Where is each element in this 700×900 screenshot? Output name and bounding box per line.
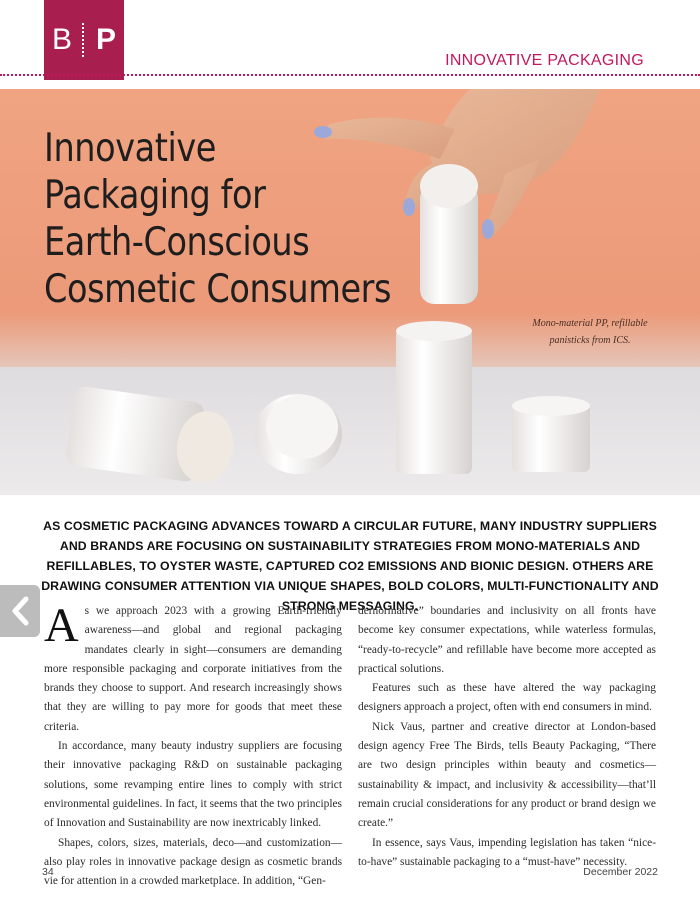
drop-cap: A: [44, 599, 79, 652]
stick-lying: [65, 385, 238, 486]
fingernail-3: [482, 219, 494, 239]
title-line: Cosmetic Consumers: [44, 267, 392, 312]
chevron-left-icon: [10, 596, 30, 626]
stick-cap: [254, 394, 342, 474]
body-paragraph: Shapes, colors, sizes, materials, deco—and customization—also play roles in innovative package design as cosmetic brands vie for attention in a crowded marketplace. In addition, “Gen-: [44, 836, 342, 888]
logo-divider: [82, 23, 84, 57]
article-deck: AS COSMETIC PACKAGING ADVANCES TOWARD A CIRCULAR FUTURE, MANY INDUSTRY SUPPLIERS AND BRANDS ARE FOCUSING ON SUSTAINABILITY STRATEGIES FROM MONO-MATERIALS AND REFILLABLES, TO OYSTER WASTE, CAPTURED CO2 EMISSIONS AND BIONIC DESIGN. OTHERS ARE DRAWING CONSUMER ATTENTION VIA UNIQUE SHAPES, BOLD COLORS, MULTI-FUNCTIONALITY AND STRONG MESSAGING.: [41, 519, 659, 613]
stick-base: [396, 329, 472, 474]
article-title: [44, 125, 391, 313]
body-paragraph: Features such as these have altered the way packaging designers approach a project, often with end consumers in mind.: [358, 682, 656, 714]
body-column-left: [44, 599, 342, 891]
fingernail-2: [403, 198, 415, 216]
small-cap: [512, 396, 590, 472]
section-label: INNOVATIVE PACKAGING: [445, 52, 644, 69]
body-paragraph: dernormative” boundaries and inclusivity on all fronts have become key consumer expectations, while waterless formulas, “ready-to-recycle” and refillable have become more accepted as practical solutions.: [358, 605, 656, 675]
body-paragraph: Nick Vaus, partner and creative director at London-based design agency Free The Birds, tells Beauty Packaging, “There are two design principles within beauty and cosmetics—sustainability & impact, and inclusivity & accessibility—that’ll remain crucial considerations for any product or brand design we create.”: [358, 720, 656, 830]
hero-image: [0, 89, 700, 495]
title-line: Earth-Conscious: [44, 220, 310, 265]
body-paragraph: In accordance, many beauty industry suppliers are focusing their innovative packaging R&D on sustainable packaging solutions, some revamping entire lines to comply with strict environmental guidelines. In fact, it seems that the two principles of Innovation and Sustainability are now inextricably linked.: [44, 740, 342, 830]
title-line: Packaging for: [44, 173, 266, 218]
issue-date: December 2022: [583, 866, 658, 878]
page-number: 34: [42, 866, 54, 878]
body-paragraph: As we approach 2023 with a growing Earth-friendly awareness—and global and regional packaging mandates clearly in sight—consumers are demanding more responsible packaging and corporate initiatives from the brands they choose to support. And research increasingly shows that they are willing to pay more for goods that meet these criteria.: [44, 599, 342, 733]
title-line: Innovative: [44, 126, 216, 171]
logo-letter-b: B: [51, 23, 72, 56]
logo-letter-p: P: [96, 23, 117, 56]
header-dotted-rule: [0, 74, 700, 76]
body-paragraph: In essence, says Vaus, impending legislation has taken “nice-to-have” sustainable packaging to a “must-have” necessity.: [358, 836, 656, 868]
previous-page-button[interactable]: [0, 585, 40, 637]
image-caption: Mono-material PP, refillable panisticks from ICS.: [532, 318, 648, 346]
body-column-right: [358, 602, 656, 872]
brand-logo: [44, 0, 124, 80]
